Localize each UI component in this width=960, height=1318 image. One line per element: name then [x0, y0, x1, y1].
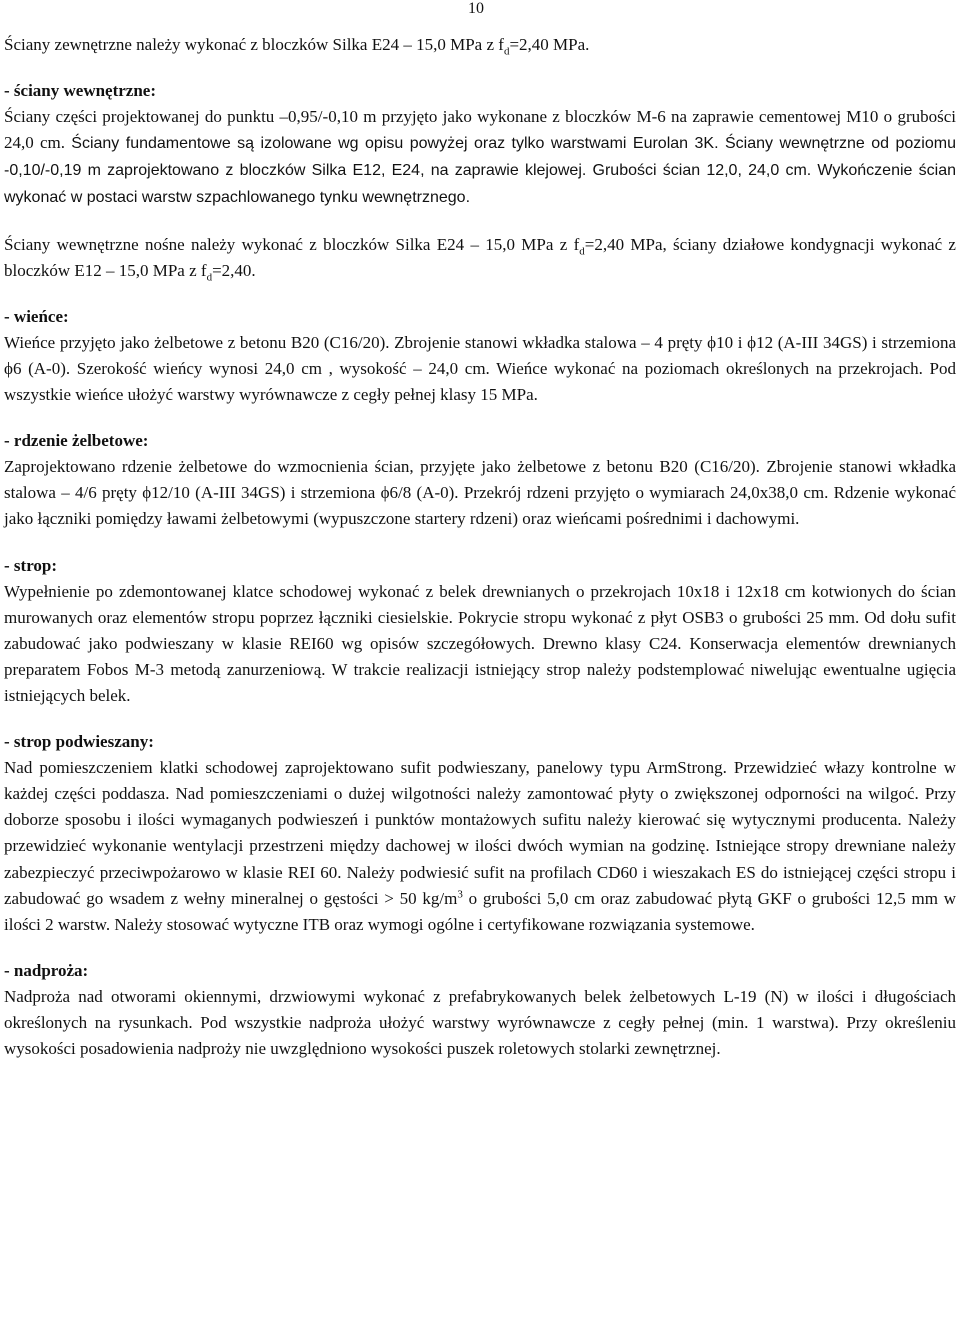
paragraph-text: o grubości 5,0 cm oraz zabudować płytą GKF o grubości 12,5 mm w ilości 2 warstw. Należy stosować wytyczne ITB oraz wymogi ogólne i certyfikowane rozwiązania systemowe.	[4, 888, 957, 934]
page-number: 10	[468, 0, 484, 17]
subscript: d	[503, 45, 510, 58]
section-reinforced-cores	[4, 428, 956, 532]
subscript: d	[206, 271, 213, 284]
paragraph-exterior-walls	[4, 32, 956, 58]
paragraph-load-bearing-walls	[4, 232, 956, 284]
subscript: d	[579, 244, 585, 257]
paragraph-text: Ściany fundamentowe są izolowane wg opisu powyżej oraz tylko warstwami Eurolan 3K. Ściany wewnętrzne od poziomu -0,10/-0,19 m zaprojektowano z bloczków Silka E12, E24, na zaprawie klejowej. Grubości ścian 12,0, 24,0 cm. Wykończenie ścian wykonać w postaci warstw szpachlowanego tynku wewnętrznego.	[4, 135, 956, 207]
section-heading: - nadproża:	[4, 960, 89, 980]
section-ring-beams	[4, 304, 956, 408]
paragraph-text: Ściany zewnętrzne należy wykonać z bloczków Silka E24 – 15,0 MPa z f	[4, 35, 504, 54]
section-ceiling	[4, 553, 956, 710]
section-suspended-ceiling	[4, 729, 956, 938]
section-heading: - strop podwieszany:	[4, 732, 154, 752]
paragraph-text: Ściany wewnętrzne nośne należy wykonać z bloczków Silka E24 – 15,0 MPa z f	[4, 234, 580, 254]
paragraph-text: Zaprojektowano rdzenie żelbetowe do wzmocnienia ścian, przyjęte jako żelbetowe z betonu B20 (C16/20). Zbrojenie stanowi wkładka stalowa – 4/6 pręty ϕ12/10 (A-III 34GS) i strzemiona ϕ6/8 (A-0). Przekrój rdzeni przyjęto o wymiarach 24,0x38,0 cm. Rdzenie wykonać jako łączniki pomiędzy ławami żelbetowymi (wypuszczone startery rdzeni) oraz wieńcami pośrednimi i dachowymi.	[4, 457, 956, 529]
document-body	[4, 32, 956, 1062]
superscript: 3	[457, 887, 463, 900]
paragraph-text: Wypełnienie po zdemontowanej klatce schodowej wykonać z belek drewnianych o przekrojach 10x18 i 12x18 cm kotwionych do ścian murowanych oraz elementów stropu poprzez łączniki ciesielskie. Pokrycie stropu wykonać z płyt OSB3 o grubości 25 mm. Od dołu sufit zabudować jako podwieszany w klasie REI60 wg opisów szczegółowych. Drewno klasy C24. Konserwacja elementów drewnianych preparatem Fobos M-3 metodą zanurzeniową. W trakcie realizacji istniejący strop należy podstemplować niwelując ewentualne ugięcia istniejących belek.	[4, 581, 956, 705]
section-heading: - strop:	[4, 555, 58, 575]
paragraph-text: Ściany części projektowanej do punktu –0,95/-0,10 m przyjęto jako wykonane z bloczków M-6 na zaprawie cementowej M10 o grubości 24,0 cm.	[4, 107, 956, 153]
paragraph-text: Nadproża nad otworami okiennymi, drzwiowymi wykonać z prefabrykowanych belek żelbetowych L-19 (N) w ilości i długościach określonych na rysunkach. Pod wszystkie nadproża ułożyć warstwy wyrównawcze z cegły pełnej (min. 1 warstwa). Przy określeniu wysokości posadowienia nadproży nie uwzględniono wysokości puszek roletowych stolarki zewnętrznej.	[4, 986, 956, 1059]
paragraph-text: Wieńce przyjęto jako żelbetowe z betonu B20 (C16/20). Zbrojenie stanowi wkładka stalowa – 4 pręty ϕ10 i ϕ12 (A-III 34GS) i strzemiona ϕ6 (A-0). Szerokość wieńcy wynosi 24,0 cm , wysokość – 24,0 cm. Wieńce wykonać na poziomach określonych na przekrojach. Pod wszystkie wieńce ułożyć warstwy wyrównawcze z cegły pełnej klasy 15 MPa.	[4, 332, 956, 405]
paragraph-text: =2,40 MPa.	[509, 35, 590, 54]
section-lintels	[4, 958, 956, 1062]
paragraph-text: =2,40 MPa, ściany działowe kondygnacji wykonać z bloczków E12 – 15,0 MPa z f	[4, 234, 956, 280]
section-heading: - ściany wewnętrzne:	[4, 81, 157, 101]
paragraph-text: Nad pomieszczeniem klatki schodowej zaprojektowano sufit podwieszany, panelowy typu ArmStrong. Przewidzieć włazy kontrolne w każdej części poddasza. Nad pomieszczeniami o dużej wilgotności należy zamontować płyty o zwiększonej odporności na wilgoć. Przy doborze sposobu i ilości wymaganych podwieszeń i punktów montażowych sufitu należy kierować się wytycznymi producenta. Należy przewidzieć wykonanie wentylacji przestrzeni między dachowej w ilości dwóch wymian na godzinę. Istniejące stropy drewniane należy zabezpieczyć przeciwpożarowo w klasie REI 60. Należy podwiesić sufit na profilach CD60 i wieszakach ES do istniejącej części stropu i zabudować go wsadem z wełny mineralnej o gęstości > 50 kg/m	[4, 758, 956, 908]
section-heading: - rdzenie żelbetowe:	[4, 431, 149, 451]
section-interior-walls	[4, 78, 956, 211]
section-heading: - wieńce:	[4, 306, 69, 326]
paragraph-text: =2,40.	[212, 260, 256, 280]
